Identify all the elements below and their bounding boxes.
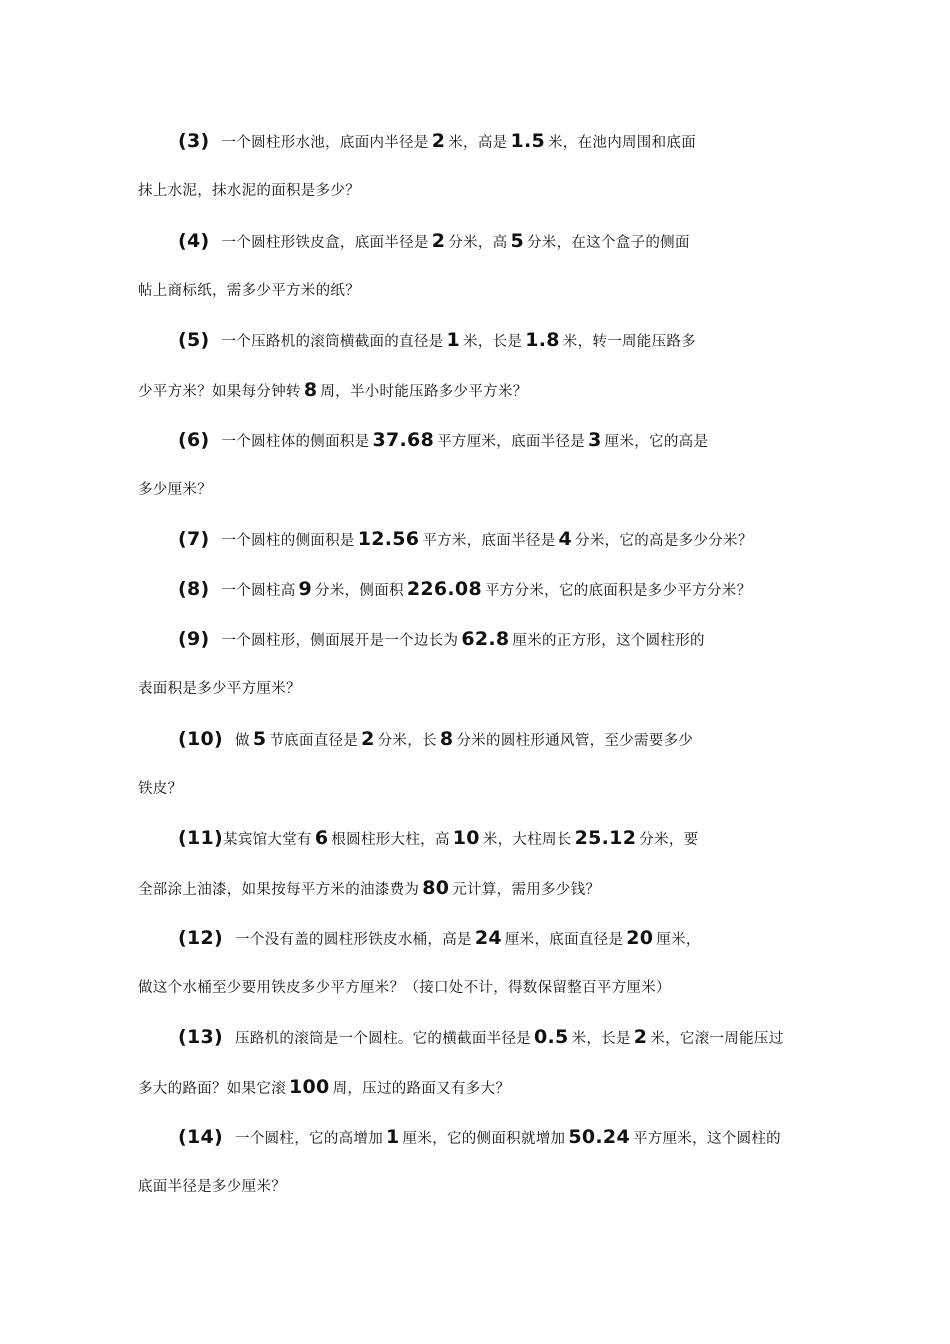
problem-8-line-1: (8) 一个圆柱高 9 分米，侧面积 226.08 平方分米，它的底面积是多少平方分米？	[178, 578, 752, 600]
problem-9-line-1: (9) 一个圆柱形，侧面展开是一个边长为 62.8 厘米的正方形，这个圆柱形的	[178, 628, 705, 650]
problem-13-line-1: (13) 压路机的滚筒是一个圆柱。它的横截面半径是 0.5 米，长是 2 米，它滚一周能压过	[178, 1026, 784, 1048]
problem-14-line-2: 底面半径是多少厘米？	[138, 1179, 286, 1195]
problem-6-line-2: 多少厘米？	[138, 482, 212, 498]
problem-13-line-2: 多大的路面？如果它滚 100 周，压过的路面又有多大？	[138, 1076, 511, 1098]
problem-number: (3)	[178, 130, 210, 152]
problem-3-line-1: (3) 一个圆柱形水池，底面内半径是 2 米，高是 1.5 米，在池内周围和底面	[178, 130, 696, 152]
problem-number: (13)	[178, 1026, 224, 1048]
problem-12-line-1: (12) 一个没有盖的圆柱形铁皮水桶，高是 24 厘米，底面直径是 20 厘米，	[178, 927, 701, 949]
problem-7-line-1: (7) 一个圆柱的侧面积是 12.56 平方米，底面半径是 4 分米，它的高是多少分米？	[178, 528, 753, 550]
problem-5-line-2: 少平方米？如果每分钟转 8 周，半小时能压路多少平方米？	[138, 379, 528, 401]
problem-number: (14)	[178, 1126, 224, 1148]
problem-number: (4)	[178, 230, 210, 252]
problem-number: (8)	[178, 578, 210, 600]
problem-6-line-1: (6) 一个圆柱体的侧面积是 37.68 平方厘米，底面半径是 3 厘米，它的高是	[178, 429, 709, 451]
problem-10-line-1: (10) 做 5 节底面直径是 2 分米，长 8 分米的圆柱形通风管，至少需要多少	[178, 728, 694, 750]
problem-12-line-2: 做这个水桶至少要用铁皮多少平方厘米？（接口处不计，得数保留整百平方厘米）	[138, 980, 671, 996]
problem-9-line-2: 表面积是多少平方厘米？	[138, 681, 301, 697]
problem-10-line-2: 铁皮？	[138, 781, 183, 797]
problem-number: (7)	[178, 528, 210, 550]
problem-number: (11)	[178, 827, 224, 849]
problem-number: (10)	[178, 728, 224, 750]
problem-4-line-2: 帖上商标纸，需多少平方米的纸？	[138, 283, 360, 299]
problem-14-line-1: (14) 一个圆柱，它的高增加 1 厘米，它的侧面积就增加 50.24 平方厘米，这个圆柱的	[178, 1126, 781, 1148]
problem-4-line-1: (4) 一个圆柱形铁皮盒，底面半径是 2 分米，高 5 分米，在这个盒子的侧面	[178, 230, 690, 252]
problem-5-line-1: (5) 一个压路机的滚筒横截面的直径是 1 米，长是 1.8 米，转一周能压路多	[178, 329, 696, 351]
problem-number: (9)	[178, 628, 210, 650]
problem-number: (5)	[178, 329, 210, 351]
problem-11-line-1: (11)某宾馆大堂有 6 根圆柱形大柱，高 10 米，大柱周长 25.12 分米，要	[178, 827, 699, 849]
problem-number: (6)	[178, 429, 210, 451]
problem-number: (12)	[178, 927, 224, 949]
problem-3-line-2: 抹上水泥，抹水泥的面积是多少？	[138, 183, 360, 199]
problem-11-line-2: 全部涂上油漆，如果按每平方米的油漆费为 80 元计算，需用多少钱？	[138, 877, 601, 899]
